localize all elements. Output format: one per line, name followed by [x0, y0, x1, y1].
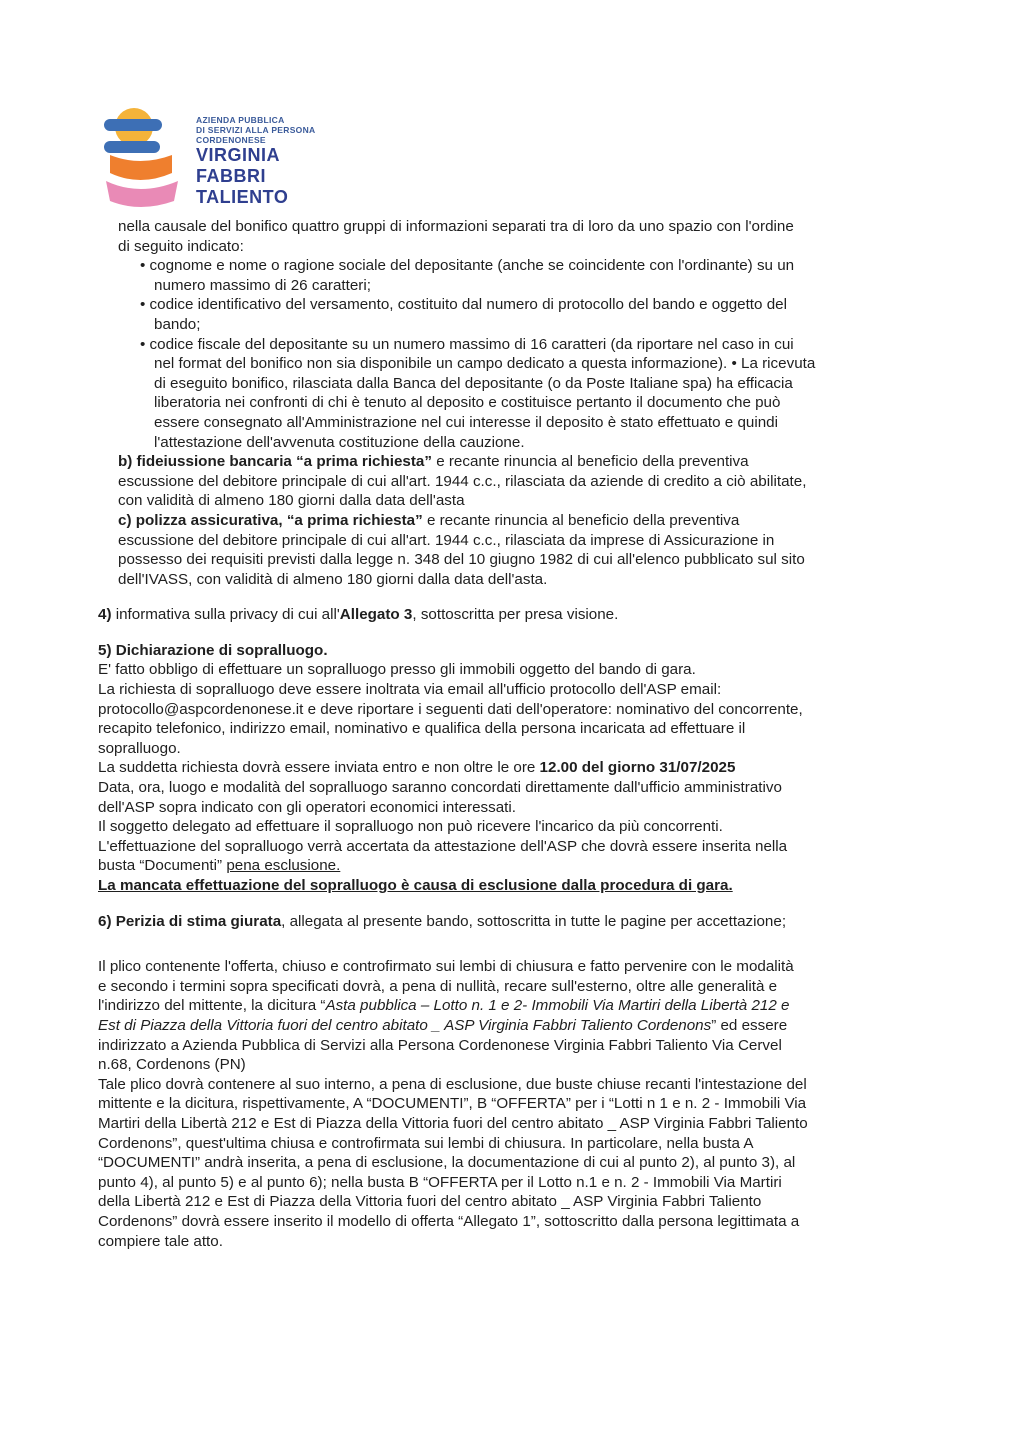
text-span: , sottoscritta per presa visione. [412, 606, 619, 624]
text-line: numero massimo di 26 caratteri; [154, 276, 371, 294]
plico-paragraph [98, 957, 966, 1251]
text-line: di eseguito bonifico, rilasciata dalla Banca del depositante (o da Poste Italiane spa) ha efficacia [154, 374, 793, 392]
bullet-item: • cognome e nome o ragione sociale del depositante (anche se coincidente con l'ordinante) su un [140, 257, 795, 275]
text-line: nel format del bonifico non sia disponibile un campo dedicato a questa informazione). • La ricevuta [154, 355, 816, 373]
text-line: Il plico contenente l'offerta, chiuso e controfirmato sui lembi di chiusura e fatto pervenire con le modalità [98, 958, 794, 976]
text-line: mittente e la dicitura, rispettivamente, A “DOCUMENTI”, B “OFFERTA” per i “Lotti n 1 e n. 2 - Immobili Via [98, 1095, 807, 1113]
text-line: di seguito indicato: [118, 237, 244, 255]
text-line: bando; [154, 315, 201, 333]
bullet-item: • codice identificativo del versamento, costituito dal numero di protocollo del bando e oggetto del [140, 296, 787, 314]
text-line [98, 856, 966, 876]
text-line: sopralluogo. [98, 739, 181, 757]
logo-line-2: DI SERVIZI ALLA PERSONA [196, 125, 316, 135]
text-line [98, 1016, 966, 1036]
text-line: e secondo i termini sopra specificati dovrà, a pena di nullità, recare sull'esterno, oltre alle generalità e [98, 977, 778, 995]
item-6-title: 6) Perizia di stima giurata [98, 912, 282, 930]
text-line: punto 4), al punto 5) e al punto 6); nella busta B “OFFERTA per il Lotto n.1 e n. 2 - Immobili Via Martiri [98, 1173, 782, 1191]
text-line: nella causale del bonifico quattro gruppi di informazioni separati tra di loro da uno spazio con l'ordine [118, 218, 794, 235]
logo-text [196, 115, 315, 208]
text-line: La richiesta di sopralluogo deve essere inoltrata via email all'ufficio protocollo dell'ASP email: [98, 681, 722, 699]
text-line: escussione del debitore principale di cui all'art. 1944 c.c., rilasciata da aziende di credito a ciò abilitate, [118, 472, 807, 490]
text-span: informativa sulla privacy di cui all' [111, 606, 340, 624]
dicitura-italic: Est di Piazza della Vittoria fuori del centro abitato _ ASP Virginia Fabbri Taliento Cordenons [98, 1016, 712, 1034]
logo-name-3: TALIENTO [196, 187, 289, 207]
logo-name-1: VIRGINIA [196, 145, 281, 165]
item-b-title: b) fideiussione bancaria “a prima richiesta” [118, 453, 432, 471]
text-span: busta “Documenti” [98, 857, 227, 875]
text-line: liberatoria nei confronti di chi è tenuto al deposito e costituisce pertanto il documento che può [154, 394, 781, 412]
text-line: Data, ora, luogo e modalità del sopralluogo saranno concordati direttamente dall'ufficio amministrativo [98, 779, 782, 797]
bullet-list [98, 256, 966, 452]
text-line: indirizzato a Azienda Pubblica di Servizi alla Persona Cordenonese Virginia Fabbri Taliento Via Cervel [98, 1036, 782, 1054]
bullet-item: • codice fiscale del depositante su un numero massimo di 16 caratteri (da riportare nel caso in cui [140, 335, 794, 353]
text-line [98, 511, 966, 531]
text-line: possesso dei requisiti previsti dalla legge n. 348 del 10 giugno 1982 di cui all'elenco pubblicato sul sito [118, 551, 805, 569]
item-5-heading: 5) Dichiarazione di sopralluogo. [98, 641, 328, 659]
text-line: essere consegnato all'Amministrazione nel cui interesse il deposito è stato effettuato e quindi [154, 413, 778, 431]
text-span: e recante rinuncia al beneficio della preventiva [431, 453, 749, 471]
text-line: con validità di almeno 180 giorni dalla data dell'asta [118, 492, 465, 510]
exclusion-warning: La mancata effettuazione del sopralluogo è causa di esclusione dalla procedura di gara. [98, 877, 733, 894]
document-body [98, 217, 966, 1251]
text-line: compiere tale atto. [98, 1232, 223, 1250]
text-line: recapito telefonico, indirizzo email, nominativo e qualifica della persona incaricata ad effettuare il [98, 720, 746, 738]
text-line: “DOCUMENTI” andrà inserita, a pena di esclusione, la documentazione di cui al punto 2), al punto 3), al [98, 1154, 796, 1172]
logo [100, 105, 340, 217]
text-line: E' fatto obbligo di effettuare un sopralluogo presso gli immobili oggetto del bando di gara. [98, 661, 696, 679]
logo-name-2: FABBRI [196, 166, 266, 186]
item-b-fideiussione [98, 452, 966, 511]
deadline-date: 12.00 del giorno 31/07/2025 [539, 759, 736, 777]
text-line [98, 452, 966, 472]
text-line: dell'IVASS, con validità di almeno 180 giorni dalla data dell'asta. [118, 570, 548, 588]
text-line: Cordenons” dovrà essere inserito il modello di offerta “Allegato 1”, sottoscritto dalla persona legittimata a [98, 1212, 800, 1230]
text-span: e recante rinuncia al beneficio della preventiva [422, 511, 740, 529]
intro-paragraph [98, 217, 966, 256]
text-line: dell'ASP sopra indicato con gli operatori economici interessati. [98, 798, 516, 816]
item-6-perizia [98, 912, 966, 932]
text-span: ” ed essere [711, 1016, 788, 1034]
text-line: protocollo@aspcordenonese.it e deve riportare i seguenti dati dell'operatore: nominativo del concorrente, [98, 700, 803, 718]
text-line: della Libertà 212 e Est di Piazza della Vittoria fuori del centro abitato _ ASP Virginia Fabbri Taliento [98, 1193, 762, 1211]
item-4-number: 4) [98, 606, 112, 624]
text-line: Il soggetto delegato ad effettuare il sopralluogo non può ricevere l'incarico da più concorrenti. [98, 818, 723, 836]
item-5-sopralluogo [98, 641, 966, 896]
text-line: l'attestazione dell'avvenuta costituzione della cauzione. [154, 433, 525, 451]
text-span: , allegata al presente bando, sottoscritta in tutte le pagine per accettazione; [281, 912, 787, 930]
logo-line-3: CORDENONESE [196, 135, 266, 145]
text-line [98, 996, 966, 1016]
text-line [98, 758, 966, 778]
item-c-title: c) polizza assicurativa, “a prima richiesta” [118, 511, 423, 529]
logo-line-1: AZIENDA PUBBLICA [196, 115, 285, 125]
text-line: Tale plico dovrà contenere al suo interno, a pena di esclusione, due buste chiuse recanti l'intestazione del [98, 1075, 807, 1093]
text-span: La suddetta richiesta dovrà essere inviata entro e non oltre le ore [98, 759, 540, 777]
logo-emblem-icon [100, 105, 192, 217]
text-line: escussione del debitore principale di cui all'art. 1944 c.c., rilasciata da imprese di Assicurazione in [118, 531, 775, 549]
text-line: n.68, Cordenons (PN) [98, 1056, 246, 1074]
text-line: L'effettuazione del sopralluogo verrà accertata da attestazione dell'ASP che dovrà essere inserita nella [98, 837, 788, 855]
text-line: Cordenons”, quest'ultima chiusa e controfirmata sui lembi di chiusura. In particolare, nella busta A [98, 1134, 754, 1152]
item-c-polizza [98, 511, 966, 589]
pena-esclusione: pena esclusione. [226, 857, 341, 875]
item-4-privacy [98, 605, 966, 625]
allegato-3-ref: Allegato 3 [339, 606, 413, 624]
text-line: Martiri della Libertà 212 e Est di Piazza della Vittoria fuori del centro abitato _ ASP Virginia Fabbri Taliento [98, 1114, 808, 1132]
text-span: l'indirizzo del mittente, la dicitura “ [98, 997, 326, 1015]
dicitura-italic: Asta pubblica – Lotto n. 1 e 2- Immobili Via Martiri della Libertà 212 e [325, 997, 790, 1015]
